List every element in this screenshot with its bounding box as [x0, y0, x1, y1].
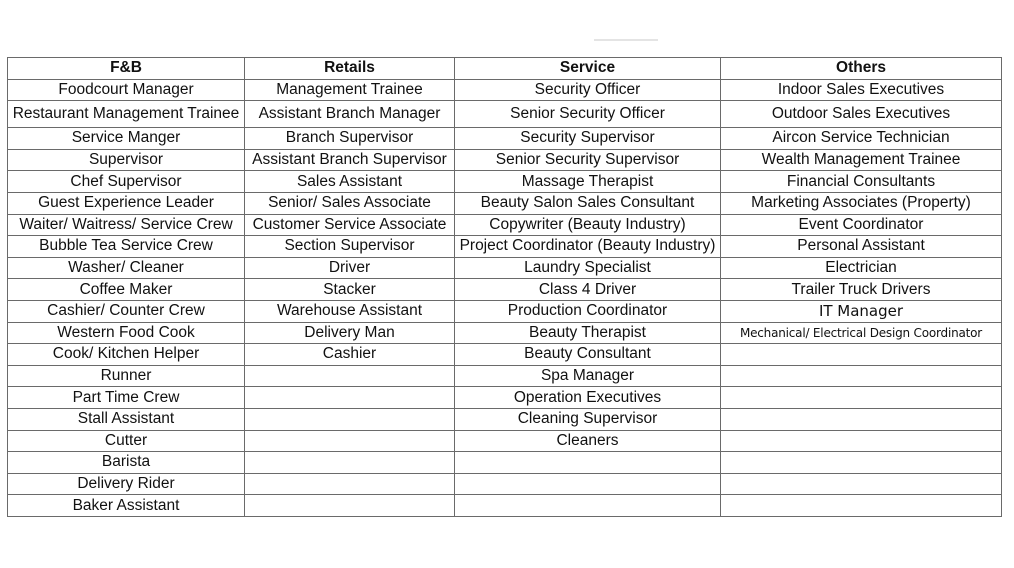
cell-service: Senior Security Supervisor	[455, 149, 721, 171]
cell-fnb: Cashier/ Counter Crew	[8, 300, 245, 322]
cell-service: Spa Manager	[455, 365, 721, 387]
cell-fnb: Bubble Tea Service Crew	[8, 236, 245, 258]
cell-retails	[245, 408, 455, 430]
cell-others	[721, 408, 1002, 430]
column-header-fnb: F&B	[8, 58, 245, 80]
table-row	[8, 344, 1002, 366]
cell-service	[455, 473, 721, 495]
cell-service: Production Coordinator	[455, 300, 721, 322]
header-underline-mark	[594, 39, 658, 41]
cell-others	[721, 365, 1002, 387]
cell-service: Security Officer	[455, 79, 721, 101]
cell-fnb: Part Time Crew	[8, 387, 245, 409]
cell-retails: Delivery Man	[245, 322, 455, 344]
cell-others: Outdoor Sales Executives	[721, 101, 1002, 128]
cell-others: Indoor Sales Executives	[721, 79, 1002, 101]
cell-others: Aircon Service Technician	[721, 128, 1002, 150]
table-row	[8, 430, 1002, 452]
table-row	[8, 79, 1002, 101]
cell-service: Massage Therapist	[455, 171, 721, 193]
cell-retails	[245, 430, 455, 452]
cell-others	[721, 495, 1002, 517]
cell-service: Cleaners	[455, 430, 721, 452]
cell-retails: Stacker	[245, 279, 455, 301]
table-row	[8, 128, 1002, 150]
table-row	[8, 408, 1002, 430]
table-row	[8, 452, 1002, 474]
cell-others	[721, 344, 1002, 366]
cell-retails	[245, 473, 455, 495]
cell-retails: Cashier	[245, 344, 455, 366]
cell-others: Electrician	[721, 257, 1002, 279]
cell-retails: Sales Assistant	[245, 171, 455, 193]
cell-others: IT Manager	[721, 300, 1002, 322]
table-row	[8, 365, 1002, 387]
cell-service: Beauty Therapist	[455, 322, 721, 344]
cell-fnb: Western Food Cook	[8, 322, 245, 344]
cell-service: Beauty Salon Sales Consultant	[455, 192, 721, 214]
cell-retails: Management Trainee	[245, 79, 455, 101]
cell-retails: Warehouse Assistant	[245, 300, 455, 322]
cell-service: Operation Executives	[455, 387, 721, 409]
column-header-service: Service	[455, 58, 721, 80]
column-header-retails: Retails	[245, 58, 455, 80]
table-row	[8, 236, 1002, 258]
cell-fnb: Runner	[8, 365, 245, 387]
cell-others: Wealth Management Trainee	[721, 149, 1002, 171]
cell-others: Personal Assistant	[721, 236, 1002, 258]
cell-others	[721, 430, 1002, 452]
cell-fnb: Chef Supervisor	[8, 171, 245, 193]
cell-fnb: Cutter	[8, 430, 245, 452]
cell-fnb: Foodcourt Manager	[8, 79, 245, 101]
cell-retails: Senior/ Sales Associate	[245, 192, 455, 214]
cell-fnb: Delivery Rider	[8, 473, 245, 495]
cell-retails: Branch Supervisor	[245, 128, 455, 150]
cell-others	[721, 452, 1002, 474]
cell-retails	[245, 365, 455, 387]
table-row	[8, 214, 1002, 236]
cell-fnb: Coffee Maker	[8, 279, 245, 301]
cell-retails	[245, 387, 455, 409]
table-row	[8, 101, 1002, 128]
table-header-row	[8, 58, 1002, 80]
cell-others: Mechanical/ Electrical Design Coordinator	[721, 322, 1002, 344]
cell-others: Marketing Associates (Property)	[721, 192, 1002, 214]
cell-retails	[245, 495, 455, 517]
table-row	[8, 387, 1002, 409]
cell-service	[455, 452, 721, 474]
cell-others: Event Coordinator	[721, 214, 1002, 236]
cell-retails: Section Supervisor	[245, 236, 455, 258]
cell-retails: Customer Service Associate	[245, 214, 455, 236]
table-row	[8, 171, 1002, 193]
table-row	[8, 192, 1002, 214]
cell-others: Trailer Truck Drivers	[721, 279, 1002, 301]
cell-fnb: Barista	[8, 452, 245, 474]
cell-others: Financial Consultants	[721, 171, 1002, 193]
table-row	[8, 473, 1002, 495]
cell-fnb: Cook/ Kitchen Helper	[8, 344, 245, 366]
column-header-others: Others	[721, 58, 1002, 80]
cell-service: Copywriter (Beauty Industry)	[455, 214, 721, 236]
cell-retails: Driver	[245, 257, 455, 279]
table-row	[8, 322, 1002, 344]
job-positions-table	[7, 57, 1002, 517]
table-row	[8, 149, 1002, 171]
cell-fnb: Stall Assistant	[8, 408, 245, 430]
cell-fnb: Washer/ Cleaner	[8, 257, 245, 279]
cell-fnb: Restaurant Management Trainee	[8, 101, 245, 128]
cell-service: Beauty Consultant	[455, 344, 721, 366]
table-row	[8, 300, 1002, 322]
cell-fnb: Guest Experience Leader	[8, 192, 245, 214]
cell-others	[721, 473, 1002, 495]
cell-service: Cleaning Supervisor	[455, 408, 721, 430]
cell-service: Class 4 Driver	[455, 279, 721, 301]
cell-retails: Assistant Branch Supervisor	[245, 149, 455, 171]
cell-service: Security Supervisor	[455, 128, 721, 150]
cell-fnb: Service Manger	[8, 128, 245, 150]
cell-others	[721, 387, 1002, 409]
cell-fnb: Baker Assistant	[8, 495, 245, 517]
cell-fnb: Supervisor	[8, 149, 245, 171]
cell-retails: Assistant Branch Manager	[245, 101, 455, 128]
table-row	[8, 495, 1002, 517]
cell-service: Laundry Specialist	[455, 257, 721, 279]
cell-fnb: Waiter/ Waitress/ Service Crew	[8, 214, 245, 236]
cell-service	[455, 495, 721, 517]
cell-service: Project Coordinator (Beauty Industry)	[455, 236, 721, 258]
cell-retails	[245, 452, 455, 474]
table-row	[8, 257, 1002, 279]
cell-service: Senior Security Officer	[455, 101, 721, 128]
table-row	[8, 279, 1002, 301]
